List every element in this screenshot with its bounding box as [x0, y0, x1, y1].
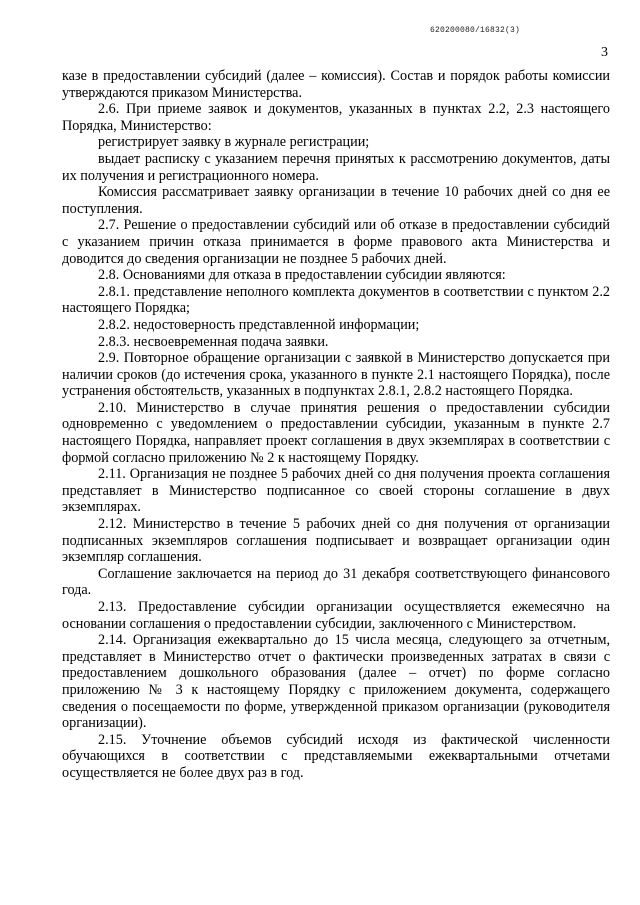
paragraph: 2.8.2. недостоверность представленной информации;	[98, 316, 420, 333]
paragraph: 2.12. Министерство в течение 5 рабочих дней со дня получения от организации подписанных экземпляров соглашения подписывает и возвращает организации один экземпляр соглашения.	[62, 516, 610, 566]
paragraph: 2.6. При приеме заявок и документов, указанных в пунктах 2.2, 2.3 настоящего Порядка, Министерство:	[62, 101, 610, 134]
paragraph: 2.11. Организация не позднее 5 рабочих дней со дня получения проекта соглашения представляет в Министерство подписанное со своей стороны соглашение в двух экземплярах.	[62, 466, 610, 516]
paragraph: 2.14. Организация ежеквартально до 15 числа месяца, следующего за отчетным, представляет в Министерство отчет о фактически произведенных затратах в связи с предоставлением дошкольного образования (далее – отчет) по форме согласно приложению № 3 к настоящему Порядку с приложением документа, содержащего сведения о посещаемости по форме, утвержденной приказом организации (руководителя организации).	[62, 632, 610, 732]
paragraph: 2.13. Предоставление субсидии организации осуществляется ежемесячно на основании соглашения о предоставлении субсидии, заключенного с Министерством.	[62, 599, 610, 632]
document-id: 620200080/16832(3)	[430, 26, 521, 35]
paragraph: регистрирует заявку в журнале регистрации;	[98, 134, 370, 151]
paragraph: Комиссия рассматривает заявку организации в течение 10 рабочих дней со дня ее поступления.	[62, 184, 610, 217]
paragraph: выдает расписку с указанием перечня принятых к рассмотрению документов, даты их получения и регистрационного номера.	[62, 150, 610, 184]
paragraph: Соглашение заключается на период до 31 декабря соответствующего финансового года.	[62, 565, 610, 599]
paragraph: 2.10. Министерство в случае принятия решения о предоставлении субсидии одновременно с уведомлением о предоставлении субсидии, указанным в пункте 2.7 настоящего Порядка, направляет проект соглашения в двух экземплярах в соответствии с формой согласно приложению № 2 к настоящему Порядку.	[62, 399, 610, 466]
paragraph: 2.9. Повторное обращение организации с заявкой в Министерство допускается при наличии сроков (до истечения срока, указанного в пункте 2.1 настоящего Порядка), после устранения обстоятельств, указанных в подпунктах 2.8.1, 2.8.2 настоящего Порядка.	[62, 350, 610, 400]
paragraph: 2.8.3. несвоевременная подача заявки.	[98, 333, 329, 350]
page-number: 3	[601, 45, 608, 60]
paragraph: 2.8. Основаниями для отказа в предоставлении субсидии являются:	[98, 267, 506, 284]
paragraph: 2.15. Уточнение объемов субсидий исходя из фактической численности обучающихся в соответствии с представляемыми ежеквартальными отчетами осуществляется не более двух раз в год.	[62, 731, 610, 781]
paragraph: 2.7. Решение о предоставлении субсидий или об отказе в предоставлении субсидий с указанием причин отказа принимается в форме правового акта Министерства и доводится до сведения организации не позднее 5 рабочих дней.	[62, 217, 610, 267]
paragraph: 2.8.1. представление неполного комплекта документов в соответствии с пунктом 2.2 настоящего Порядка;	[62, 283, 610, 317]
paragraph: казе в предоставлении субсидий (далее – комиссия). Состав и порядок работы комиссии утверждаются приказом Министерства.	[62, 68, 610, 101]
document-body	[62, 68, 610, 782]
